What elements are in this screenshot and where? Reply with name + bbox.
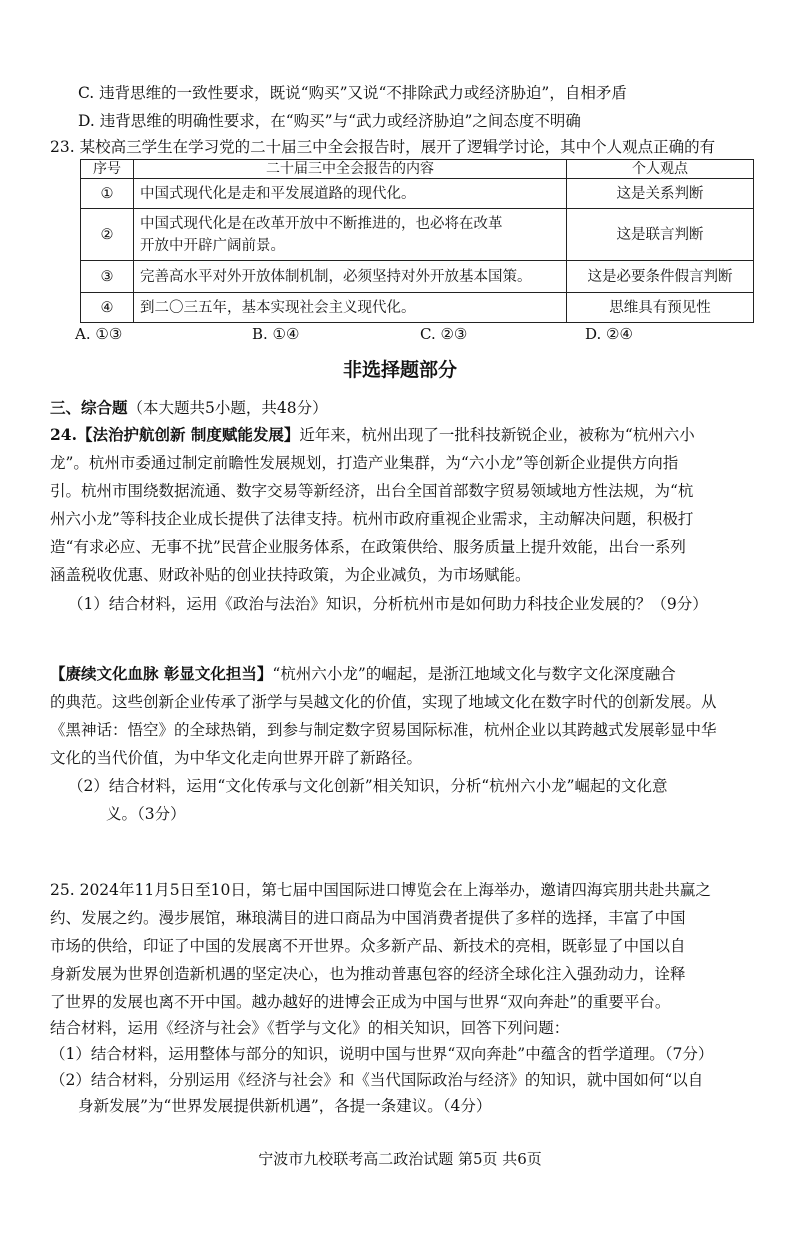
q25-line-5: 了世界的发展也离不开中国。越办越好的进博会正成为中国与世界“双向奔赴”的重要平台。 [50,993,671,1011]
q24-sub1: （1）结合材料，运用《政治与法治》知识，分析杭州市是如何助力科技企业发展的？（9分） [68,595,708,613]
row-no: ② [81,209,134,261]
part3-header [50,394,328,422]
row-view: 这是联言判断 [567,209,754,261]
table-row [81,293,754,323]
table-row [81,179,754,209]
row-content-line: 到二〇三五年，基本实现社会主义现代化。 [140,299,416,316]
row-content [134,293,567,323]
q24-sub2-b: 义。（3分） [106,805,186,823]
q24-line-4: 州六小龙”等科技企业成长提供了法律支持。杭州市政府重视企业需求，主动解决问题，积极打 [50,510,694,528]
q25-line-1: 25. 2024年11月5日至10日，第七届中国国际进口博览会在上海举办，邀请四海宾朋共赴共赢之 [50,881,711,899]
q24-text: 近年来，杭州出现了一批科技新锐企业，被称为“杭州六小 [299,426,695,444]
q25-sub2-b: 身新发展”为“世界发展提供新机遇”，各提一条建议。（4分） [78,1097,492,1115]
q22-option-c: C. 违背思维的一致性要求，既说“购买”又说“不排除武力或经济胁迫”，自相矛盾 [78,84,627,102]
q24-line-2: 龙”。杭州市委通过制定前瞻性发展规划，打造产业集群，为“六小龙”等创新企业提供方向指 [50,454,679,472]
row-no: ③ [81,261,134,293]
row-view: 这是必要条件假言判断 [567,261,754,293]
row-content-line: 开放中开辟广阔前景。 [140,237,285,254]
q24-tag2: 【赓续文化血脉 彰显文化担当】 [50,664,273,683]
q23-option-c: C. ②③ [420,325,468,343]
table-row [81,261,754,293]
header-content: 二十届三中全会报告的内容 [134,160,567,179]
q25-sub2-a: （2）结合材料，分别运用《经济与社会》和《当代国际政治与经济》的知识，就中国如何“以自 [50,1071,704,1089]
page-footer: 宁波市九校联考高二政治试题 第5页 共6页 [258,1150,542,1168]
row-no: ④ [81,293,134,323]
part3-note: （本大题共5小题，共48分） [127,399,328,417]
q24-sub2-a: （2）结合材料，运用“文化传承与文化创新”相关知识，分析“杭州六小龙”崛起的文化意 [68,777,668,795]
row-no: ① [81,179,134,209]
q24-material2-line-2: 的典范。这些创新企业传承了浙学与吴越文化的价值，实现了地域文化在数字时代的创新发展。从 [50,693,717,711]
part3-label: 三、综合题 [50,398,128,417]
row-content-line: 完善高水平对外开放体制机制，必须坚持对外开放基本国策。 [140,268,532,285]
q23-table [80,159,754,323]
q24-line-6: 涵盖税收优惠、财政补贴的创业扶持政策，为企业减负，为市场赋能。 [50,566,531,584]
header-view: 个人观点 [567,160,754,179]
row-content-line: 中国式现代化是走和平发展道路的现代化。 [140,185,416,202]
q23-option-a: A. ①③ [75,325,123,343]
header-no: 序号 [81,160,134,179]
row-view: 思维具有预见性 [567,293,754,323]
q24-line-5: 造“有求必应、无事不扰”民营企业服务体系，在政策供给、服务质量上提升效能，出台一系列 [50,538,686,556]
q24-text2: “杭州六小龙”的崛起，是浙江地域文化与数字文化深度融合 [272,665,676,683]
q23-option-b: B. ①④ [252,325,300,343]
q24-material2-line-3: 《黑神话：悟空》的全球热销，到参与制定数字贸易国际标准，杭州企业以其跨越式发展彰显中华 [50,721,717,739]
row-view: 这是关系判断 [567,179,754,209]
q24-line-1 [50,421,695,449]
row-content [134,209,567,261]
table-row [81,209,754,261]
q25-sub1: （1）结合材料，运用整体与部分的知识，说明中国与世界“双向奔赴”中蕴含的哲学道理。（7分） [50,1045,714,1063]
q24-tag: 24.【法治护航创新 制度赋能发展】 [50,425,300,444]
q22-option-d: D. 违背思维的明确性要求，在“购买”与“武力或经济胁迫”之间态度不明确 [78,112,581,130]
q24-material2-line-4: 文化的当代价值，为中华文化走向世界开辟了新路径。 [50,749,423,767]
q25-line-6: 结合材料，运用《经济与社会》《哲学与文化》的相关知识，回答下列问题： [50,1019,570,1037]
q23-option-d: D. ②④ [585,325,633,343]
table-header-row [81,160,754,179]
row-content [134,261,567,293]
q25-line-3: 市场的供给，印证了中国的发展离不开世界。众多新产品、新技术的亮相，既彰显了中国以自 [50,937,686,955]
q25-line-2: 约、发展之约。漫步展馆，琳琅满目的进口商品为中国消费者提供了多样的选择，丰富了中国 [50,909,686,927]
q24-material2-line-1 [50,660,676,688]
row-content [134,179,567,209]
section-title: 非选择题部分 [342,359,457,381]
q25-line-4: 身新发展为世界创造新机遇的坚定决心，也为推动普惠包容的经济全球化注入强劲动力，诠释 [50,965,686,983]
q23-stem: 23. 某校高三学生在学习党的二十届三中全会报告时，展开了逻辑学讨论，其中个人观点正确的有 [50,138,716,156]
row-content-line: 中国式现代化是在改革开放中不断推进的，也必将在改革 [140,215,503,232]
q24-line-3: 引。杭州市围绕数据流通、数字交易等新经济，出台全国首部数字贸易领域地方性法规，为“杭 [50,482,694,500]
